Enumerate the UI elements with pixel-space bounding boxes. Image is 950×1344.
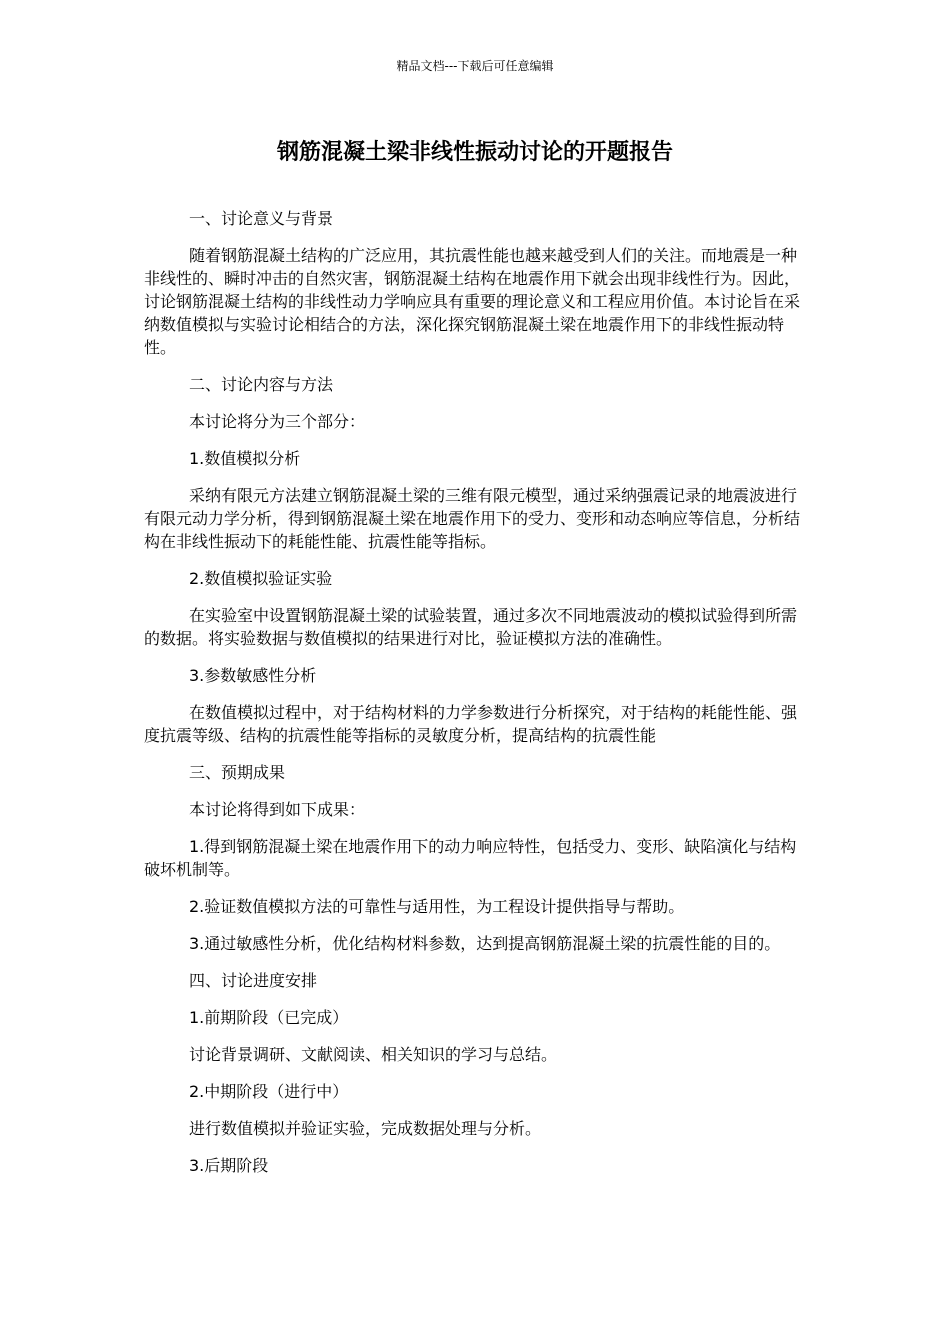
- schedule-stage-1-detail: 讨论背景调研、文献阅读、相关知识的学习与总结。: [189, 1045, 558, 1064]
- subheading-sensitivity-analysis: 3.参数敏感性分析: [189, 666, 317, 685]
- paragraph-verification-experiment: 在实验室中设置钢筋混凝土梁的试验装置，通过多次不同地震波动的模拟试验得到所需的数据。将实验数据与数值模拟的结果进行对比，验证模拟方法的准确性。: [144, 606, 798, 648]
- paragraph-background: 随着钢筋混凝土结构的广泛应用，其抗震性能也越来越受到人们的关注。而地震是一种非线性的、瞬时冲击的自然灾害，钢筋混凝土结构在地震作用下就会出现非线性行为。因此，讨论钢筋混凝土结构的非线性动力学响应具有重要的理论意义和工程应用价值。本讨论旨在采纳数值模拟与实验讨论相结合的方法，深化探究钢筋混凝土梁在地震作用下的非线性振动特性。: [144, 246, 801, 357]
- page-header: 精品文档---下载后可任意编辑: [396, 59, 554, 73]
- document-title: 钢筋混凝土梁非线性振动讨论的开题报告: [276, 140, 673, 165]
- paragraph-results-intro: 本讨论将得到如下成果：: [189, 800, 366, 819]
- schedule-stage-1: 1.前期阶段（已完成）: [189, 1008, 349, 1027]
- paragraph-numerical-simulation: 采纳有限元方法建立钢筋混凝土梁的三维有限元模型，通过采纳强震记录的地震波进行有限元动力学分析，得到钢筋混凝土梁在地震作用下的受力、变形和动态响应等信息，分析结构在非线性振动下的耗能性能、抗震性能等指标。: [144, 486, 801, 551]
- section-heading-expected-results: 三、预期成果: [189, 763, 286, 782]
- schedule-stage-2-detail: 进行数值模拟并验证实验，完成数据处理与分析。: [189, 1119, 542, 1138]
- paragraph-intro-parts: 本讨论将分为三个部分：: [189, 412, 366, 431]
- subheading-numerical-simulation: 1.数值模拟分析: [189, 449, 301, 468]
- schedule-stage-3: 3.后期阶段: [189, 1156, 269, 1175]
- result-item-1: 1.得到钢筋混凝土梁在地震作用下的动力响应特性，包括受力、变形、缺陷演化与结构破坏机制等。: [144, 837, 797, 879]
- section-heading-content-method: 二、讨论内容与方法: [189, 375, 334, 394]
- section-heading-significance: 一、讨论意义与背景: [189, 209, 334, 228]
- section-heading-schedule: 四、讨论进度安排: [189, 971, 318, 990]
- result-item-3: 3.通过敏感性分析，优化结构材料参数，达到提高钢筋混凝土梁的抗震性能的目的。: [189, 934, 781, 953]
- result-item-2: 2.验证数值模拟方法的可靠性与适用性，为工程设计提供指导与帮助。: [189, 897, 685, 916]
- document-body: [144, 207, 806, 1191]
- subheading-verification-experiment: 2.数值模拟验证实验: [189, 569, 333, 588]
- paragraph-sensitivity-analysis: 在数值模拟过程中，对于结构材料的力学参数进行分析探究，对于结构的耗能性能、强度抗震等级、结构的抗震性能等指标的灵敏度分析，提高结构的抗震性能: [144, 703, 798, 745]
- schedule-stage-2: 2.中期阶段（进行中）: [189, 1082, 349, 1101]
